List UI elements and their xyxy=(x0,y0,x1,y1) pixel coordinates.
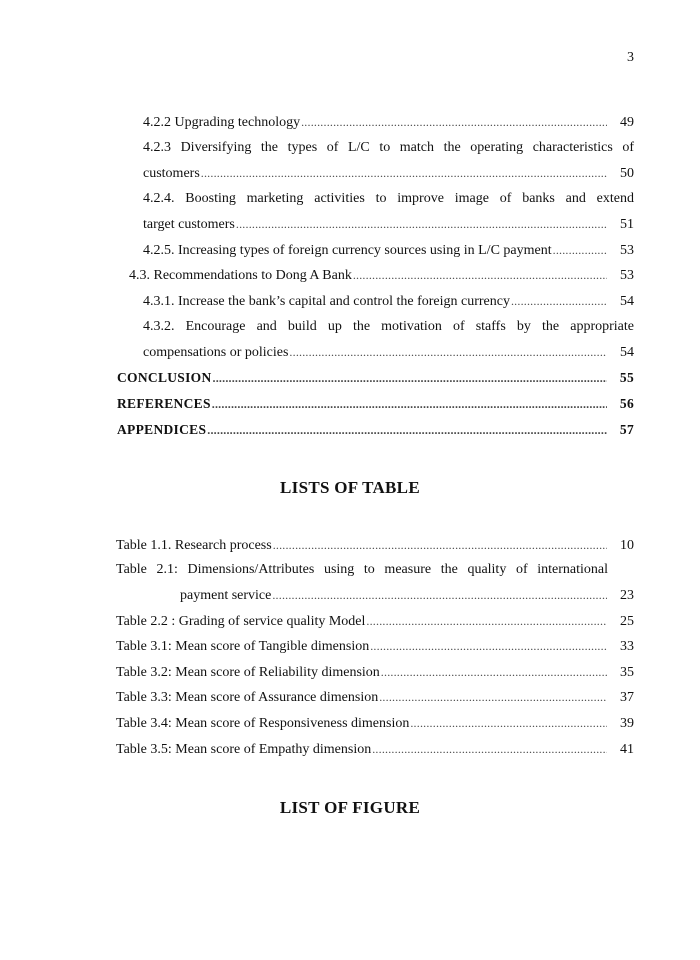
leader-dots xyxy=(273,536,607,554)
table-entry-page: 25 xyxy=(620,614,634,629)
toc-entry-page: 51 xyxy=(620,217,634,232)
table-entry-page: 33 xyxy=(620,639,634,654)
leader-dots xyxy=(381,663,607,681)
table-entry-label: Table 3.1: Mean score of Tangible dimension xyxy=(116,639,370,654)
leader-dots xyxy=(212,395,607,413)
toc-entry-label: customers xyxy=(143,166,200,181)
toc-entry-label: target customers xyxy=(143,217,235,232)
leader-dots xyxy=(289,343,607,361)
leader-dots xyxy=(207,421,607,439)
toc-entry-text: 4.3.2. Encourage and build up the motivation of staffs by the appropriate xyxy=(143,319,634,334)
table-entry xyxy=(116,536,634,555)
toc-entry-label: 4.2.2 Upgrading technology xyxy=(143,115,301,130)
toc-entry-text: 4.2.3 Diversifying the types of L/C to match the operating characteristics of xyxy=(143,140,634,155)
toc-entry-text: 4.2.4. Boosting marketing activities to improve image of banks and extend xyxy=(143,191,634,206)
leader-dots xyxy=(553,241,607,259)
toc-entry xyxy=(143,113,634,132)
leader-dots xyxy=(201,164,607,182)
table-entry-text: Table 2.1: Dimensions/Attributes using to measure the quality of international xyxy=(116,562,608,577)
table-entry-label: Table 3.5: Mean score of Empathy dimension xyxy=(116,742,372,757)
table-entry-label: payment service xyxy=(180,588,272,603)
toc-entry-page: 54 xyxy=(620,294,634,309)
toc-entry-page: 57 xyxy=(619,422,634,437)
toc-entry-conclusion xyxy=(117,369,634,387)
table-entry-label: Table 2.2 : Grading of service quality Model xyxy=(116,614,366,629)
table-entry-page: 41 xyxy=(620,742,634,757)
toc-entry-label: 4.3. Recommendations to Dong A Bank xyxy=(129,268,352,283)
leader-dots xyxy=(213,369,607,387)
table-entry-page: 23 xyxy=(620,588,634,603)
toc-entry-page: 54 xyxy=(620,345,634,360)
leader-dots xyxy=(366,612,607,630)
list-of-figure-heading: LIST OF FIGURE xyxy=(279,798,421,817)
table-entry-label: Table 3.3: Mean score of Assurance dimension xyxy=(116,690,379,705)
toc-entry-label: 4.2.5. Increasing types of foreign currency sources using in L/C payment xyxy=(143,243,552,258)
toc-entry xyxy=(143,292,634,311)
table-entry-label: Table 1.1. Research process xyxy=(116,538,272,553)
table-entry xyxy=(116,637,634,656)
table-entry xyxy=(116,740,634,759)
toc-entry-appendices xyxy=(117,421,634,439)
leader-dots xyxy=(272,586,607,604)
toc-entry-page: 50 xyxy=(620,166,634,181)
toc-entry-page: 49 xyxy=(620,115,634,130)
table-entry-page: 37 xyxy=(620,690,634,705)
toc-entry xyxy=(143,215,634,234)
toc-entry-page: 55 xyxy=(619,370,634,385)
table-entry-label: Table 3.4: Mean score of Responsiveness dimension xyxy=(116,716,410,731)
toc-entry-label: CONCLUSION xyxy=(117,370,212,385)
table-entry-page: 39 xyxy=(620,716,634,731)
table-entry xyxy=(116,612,634,631)
leader-dots xyxy=(301,113,607,131)
leader-dots xyxy=(372,740,607,758)
page-number: 3 xyxy=(627,50,634,65)
table-entry-label: Table 3.2: Mean score of Reliability dimension xyxy=(116,665,380,680)
leader-dots xyxy=(353,266,607,284)
toc-entry-label: APPENDICES xyxy=(117,422,207,437)
leader-dots xyxy=(370,637,607,655)
table-entry xyxy=(116,688,634,707)
leader-dots xyxy=(379,688,607,706)
table-entry-page: 35 xyxy=(620,665,634,680)
leader-dots xyxy=(236,215,607,233)
toc-entry-label: 4.3.1. Increase the bank’s capital and control the foreign currency xyxy=(143,294,510,309)
leader-dots xyxy=(410,714,607,732)
toc-entry xyxy=(143,343,634,362)
leader-dots xyxy=(511,292,607,310)
toc-entry-label: REFERENCES xyxy=(117,396,211,411)
toc-entry-page: 56 xyxy=(619,396,634,411)
toc-entry-references xyxy=(117,395,634,413)
toc-entry-page: 53 xyxy=(620,268,634,283)
toc-entry xyxy=(143,164,634,183)
toc-entry xyxy=(129,266,634,285)
toc-entry xyxy=(143,241,634,260)
toc-entry-label: compensations or policies xyxy=(143,345,289,360)
table-entry xyxy=(116,714,634,733)
toc-entry-page: 53 xyxy=(620,243,634,258)
table-entry-page: 10 xyxy=(620,538,634,553)
table-entry xyxy=(116,663,634,682)
lists-of-table-heading: LISTS OF TABLE xyxy=(280,478,420,497)
table-entry xyxy=(180,586,634,605)
